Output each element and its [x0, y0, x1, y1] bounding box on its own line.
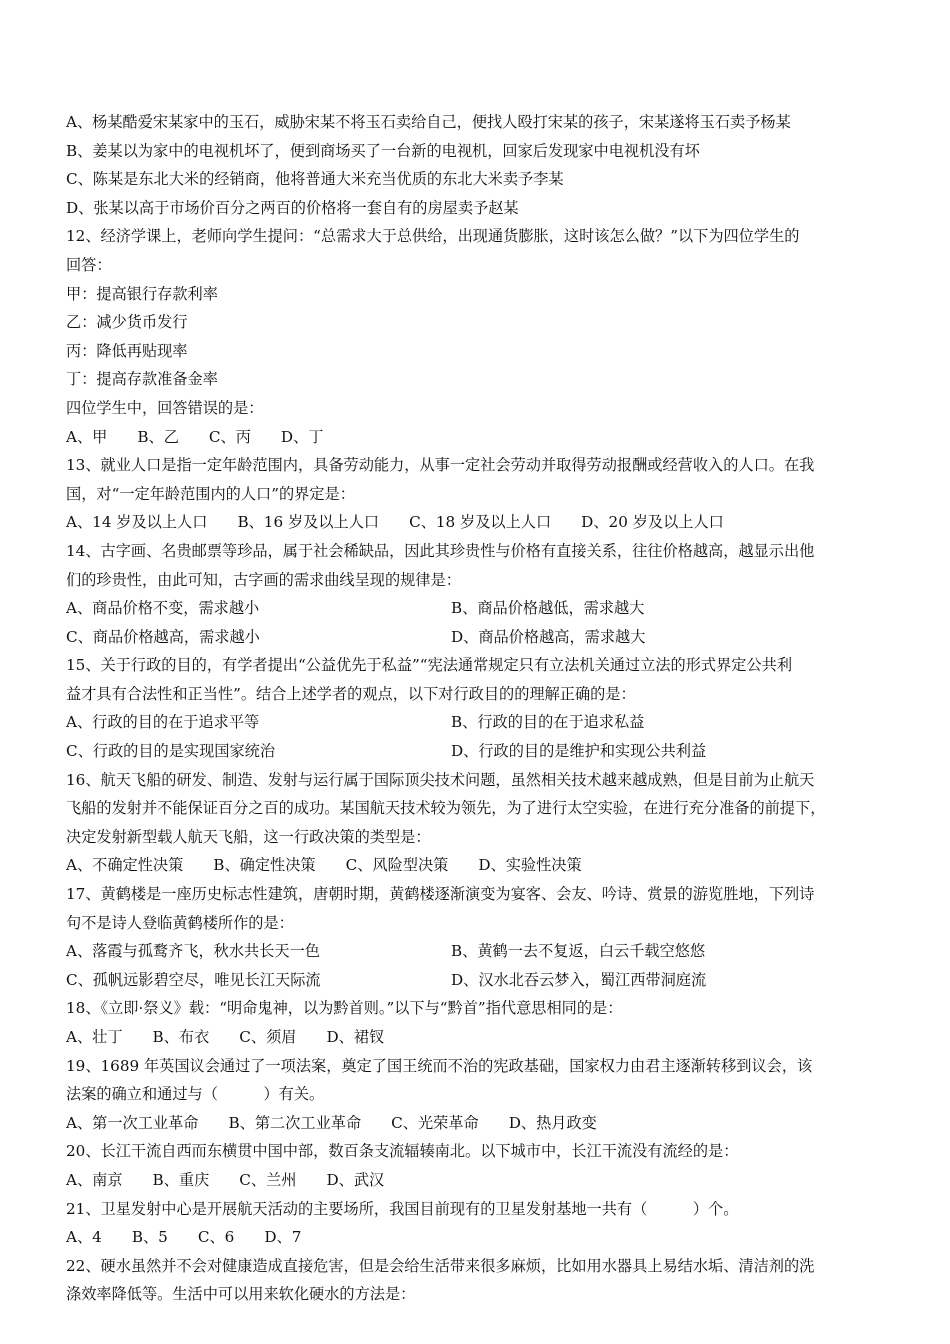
option: B、5: [131, 1228, 168, 1247]
option: A、4: [66, 1228, 102, 1247]
option: C、商品价格越高，需求越小: [66, 627, 260, 646]
option: D、汉水北吞云梦入，蜀江西带洞庭流: [451, 970, 707, 989]
option: B、黄鹤一去不复返，白云千载空悠悠: [451, 942, 706, 961]
option: D、行政的目的是维护和实现公共利益: [451, 742, 707, 761]
question-stem: 回答：: [66, 255, 112, 274]
question-stem: 涤效率降低等。生活中可以用来软化硬水的方法是：: [66, 1285, 416, 1304]
question-stem: 22、硬水虽然并不会对健康造成直接危害，但是会给生活带来很多麻烦，比如用水器具上易结水垢、清洁剂的洗: [66, 1256, 815, 1275]
option: C、丙: [208, 427, 251, 446]
option: A、不确定性决策: [66, 856, 184, 875]
option: C、光荣革命: [391, 1113, 479, 1132]
options-row: [66, 423, 910, 452]
option: D、张某以高于市场价百分之两百的价格将一套自有的房屋卖予赵某: [66, 198, 519, 217]
options-row: [66, 737, 910, 766]
option: A、第一次工业革命: [66, 1113, 199, 1132]
question-stem: 们的珍贵性，由此可知，古字画的需求曲线呈现的规律是：: [66, 570, 461, 589]
question-stem: 18、《立即·祭义》载：“明命鬼神，以为黔首则。”以下与“黔首”指代意思相同的是：: [66, 999, 623, 1018]
options-row: [66, 851, 910, 880]
student-answer: 丙：降低再贴现率: [66, 341, 188, 360]
options-row: [66, 508, 910, 537]
option: B、确定性决策: [213, 856, 316, 875]
question-stem: 16、航天飞船的研发、制造、发射与运行属于国际顶尖技术问题，虽然相关技术越来越成熟，但是目前为止航天: [66, 770, 815, 789]
options-row: [66, 1223, 910, 1252]
options-row: [66, 1023, 910, 1052]
option: A、壮丁: [66, 1028, 123, 1046]
question-prompt: 四位学生中，回答错误的是：: [66, 398, 264, 417]
options-row: [66, 966, 910, 995]
option: C、兰州: [239, 1170, 297, 1189]
student-answer: 乙：减少货币发行: [66, 313, 188, 332]
question-stem: 17、黄鹤楼是一座历史标志性建筑，唐朝时期，黄鹤楼逐渐演变为宴客、会友、吟诗、赏景的游览胜地，下列诗: [66, 885, 815, 904]
options-row: [66, 708, 910, 737]
option: C、风险型决策: [345, 856, 449, 875]
question-stem: 飞船的发射并不能保证百分之百的成功。某国航天技术较为领先，为了进行太空实验，在进行充分准备的前提下，: [66, 799, 826, 818]
option: A、甲: [66, 427, 108, 446]
student-answer: 甲：提高银行存款利率: [66, 284, 218, 303]
option: D、7: [264, 1228, 302, 1247]
option: C、6: [197, 1228, 235, 1247]
options-row: [66, 1109, 910, 1138]
option: D、丁: [280, 427, 324, 446]
option: C、孤帆远影碧空尽，唯见长江天际流: [66, 970, 321, 989]
option: D、热月政变: [508, 1113, 597, 1132]
student-answer: 丁：提高存款准备金率: [66, 370, 218, 389]
question-stem: 法案的确立和通过与（ ）有关。: [66, 1085, 325, 1104]
question-stem: 12、经济学课上，老师向学生提问：“总需求大于总供给，出现通货膨胀，这时该怎么做？”以下为四位学生的: [66, 227, 800, 246]
question-stem: 15、关于行政的目的，有学者提出“公益优先于私益”“宪法通常规定只有立法机关通过立法的形式界定公共利: [66, 656, 793, 675]
option: B、重庆: [152, 1170, 210, 1189]
option: B、姜某以为家中的电视机坏了，便到商场买了一台新的电视机，回家后发现家中电视机没有坏: [66, 141, 700, 160]
option: C、须眉: [239, 1028, 297, 1046]
question-stem: 14、古字画、名贵邮票等珍品，属于社会稀缺品，因此其珍贵性与价格有直接关系，往往价格越高，越显示出他: [66, 541, 815, 560]
option: A、商品价格不变，需求越小: [66, 599, 260, 618]
option: B、商品价格越低，需求越大: [451, 599, 645, 618]
option: B、16 岁及以上人口: [237, 513, 380, 532]
question-stem: 20、长江干流自西而东横贯中国中部，数百条支流辐辏南北。以下城市中，长江干流没有流经的是：: [66, 1142, 739, 1161]
option: A、落霞与孤鹜齐飞，秋水共长天一色: [66, 942, 320, 961]
options-row: [66, 1166, 910, 1195]
option: B、行政的目的在于追求私益: [451, 713, 645, 732]
question-stem: 21、卫星发射中心是开展航天活动的主要场所，我国目前现有的卫星发射基地一共有（ ）个。: [66, 1199, 739, 1218]
option: D、武汉: [326, 1170, 385, 1189]
options-row: [66, 623, 910, 652]
option: B、第二次工业革命: [228, 1113, 362, 1132]
option: C、陈某是东北大米的经销商，他将普通大米充当优质的东北大米卖予李某: [66, 170, 564, 189]
question-stem: 句不是诗人登临黄鹤楼所作的是：: [66, 913, 294, 932]
options-row: [66, 937, 910, 966]
option: D、商品价格越高，需求越大: [451, 627, 646, 646]
option: D、裙钗: [326, 1028, 385, 1046]
option: A、南京: [66, 1170, 123, 1189]
question-stem: 国，对“一定年龄范围内的人口”的界定是：: [66, 484, 355, 503]
option: C、18 岁及以上人口: [409, 513, 552, 532]
option: C、行政的目的是实现国家统治: [66, 742, 276, 761]
question-stem: 19、1689 年英国议会通过了一项法案，奠定了国王统而不治的宪政基础，国家权力由君主逐渐转移到议会，该: [66, 1056, 813, 1075]
question-stem: 决定发射新型载人航天飞船，这一行政决策的类型是：: [66, 827, 431, 846]
option: A、杨某酷爱宋某家中的玉石，威胁宋某不将玉石卖给自己，便找人殴打宋某的孩子，宋某遂将玉石卖予杨某: [66, 113, 791, 131]
option: A、14 岁及以上人口: [66, 513, 208, 532]
option: A、行政的目的在于追求平等: [66, 713, 260, 732]
option: D、20 岁及以上人口: [581, 513, 724, 532]
option: D、实验性决策: [478, 856, 582, 875]
question-stem: 13、就业人口是指一定年龄范围内，具备劳动能力，从事一定社会劳动并取得劳动报酬或经营收入的人口。在我: [66, 456, 815, 475]
question-stem: 益才具有合法性和正当性”。结合上述学者的观点，以下对行政目的的理解正确的是：: [66, 684, 636, 703]
options-row: [66, 594, 910, 623]
option: B、布衣: [152, 1028, 210, 1046]
option: B、乙: [137, 427, 179, 446]
